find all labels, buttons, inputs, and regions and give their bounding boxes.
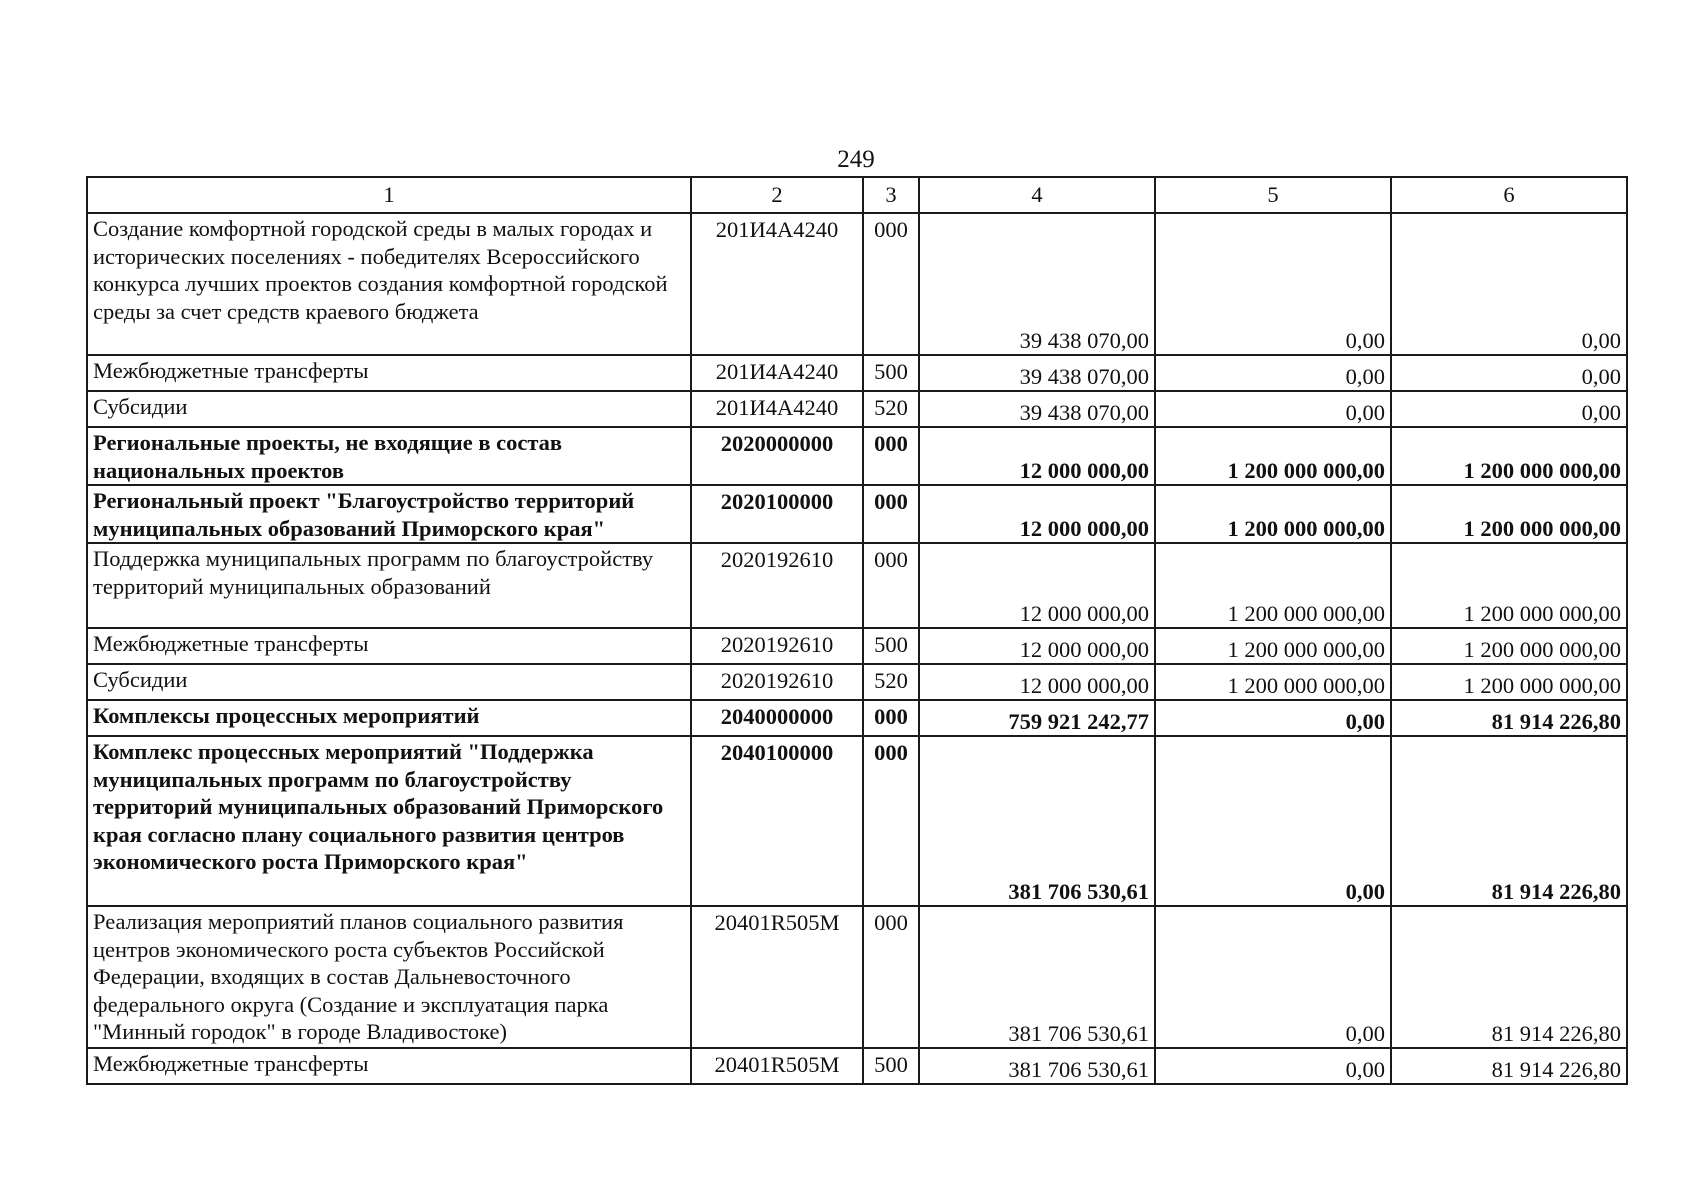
column-header-5: 5 bbox=[1155, 177, 1391, 213]
row-type-cell: 000 bbox=[863, 427, 919, 485]
row-type-cell: 000 bbox=[863, 485, 919, 543]
row-code-cell: 2020100000 bbox=[691, 485, 863, 543]
table-header-row bbox=[87, 177, 1627, 213]
row-value-col4-cell: 381 706 530,61 bbox=[919, 906, 1155, 1048]
row-type-cell: 520 bbox=[863, 391, 919, 427]
row-type-cell: 500 bbox=[863, 1048, 919, 1084]
table-row bbox=[87, 628, 1627, 664]
table-row bbox=[87, 213, 1627, 355]
row-name-cell: Региональные проекты, не входящие в состав национальных проектов bbox=[87, 427, 691, 485]
row-name-cell: Поддержка муниципальных программ по благоустройству территорий муниципальных образований bbox=[87, 543, 691, 628]
row-value-col5-cell: 0,00 bbox=[1155, 906, 1391, 1048]
row-value-col5-cell: 0,00 bbox=[1155, 736, 1391, 906]
row-name-cell: Комплекс процессных мероприятий "Поддержка муниципальных программ по благоустройству территорий муниципальных образований Приморского края согласно плану социального развития центров экономического роста Приморского края" bbox=[87, 736, 691, 906]
row-name-cell: Реализация мероприятий планов социального развития центров экономического роста субъектов Российской Федерации, входящих в состав Дальневосточного федерального округа (Создание и эксплуатация парка "Минный городок" в городе Владивостоке) bbox=[87, 906, 691, 1048]
row-value-col6-cell: 81 914 226,80 bbox=[1391, 1048, 1627, 1084]
row-code-cell: 201И4А4240 bbox=[691, 355, 863, 391]
table-row bbox=[87, 543, 1627, 628]
budget-table bbox=[86, 176, 1628, 1085]
row-value-col4-cell: 381 706 530,61 bbox=[919, 736, 1155, 906]
row-value-col5-cell: 0,00 bbox=[1155, 700, 1391, 736]
table-row bbox=[87, 906, 1627, 1048]
table-row bbox=[87, 355, 1627, 391]
row-code-cell: 20401R505M bbox=[691, 906, 863, 1048]
table-row bbox=[87, 1048, 1627, 1084]
column-header-6: 6 bbox=[1391, 177, 1627, 213]
row-value-col4-cell: 39 438 070,00 bbox=[919, 391, 1155, 427]
row-type-cell: 000 bbox=[863, 736, 919, 906]
row-code-cell: 2020192610 bbox=[691, 664, 863, 700]
row-value-col6-cell: 1 200 000 000,00 bbox=[1391, 628, 1627, 664]
column-header-3: 3 bbox=[863, 177, 919, 213]
row-value-col6-cell: 81 914 226,80 bbox=[1391, 736, 1627, 906]
row-value-col5-cell: 1 200 000 000,00 bbox=[1155, 485, 1391, 543]
row-value-col4-cell: 759 921 242,77 bbox=[919, 700, 1155, 736]
row-type-cell: 000 bbox=[863, 543, 919, 628]
row-name-cell: Создание комфортной городской среды в малых городах и исторических поселениях - победителях Всероссийского конкурса лучших проектов создания комфортной городской среды за счет средств краевого бюджета bbox=[87, 213, 691, 355]
row-value-col5-cell: 1 200 000 000,00 bbox=[1155, 664, 1391, 700]
row-name-cell: Межбюджетные трансферты bbox=[87, 628, 691, 664]
row-code-cell: 2040000000 bbox=[691, 700, 863, 736]
row-value-col5-cell: 1 200 000 000,00 bbox=[1155, 543, 1391, 628]
row-type-cell: 520 bbox=[863, 664, 919, 700]
row-value-col4-cell: 12 000 000,00 bbox=[919, 427, 1155, 485]
row-value-col6-cell: 0,00 bbox=[1391, 391, 1627, 427]
row-code-cell: 2020192610 bbox=[691, 628, 863, 664]
row-name-cell: Региональный проект "Благоустройство территорий муниципальных образований Приморского края" bbox=[87, 485, 691, 543]
row-name-cell: Субсидии bbox=[87, 391, 691, 427]
column-header-4: 4 bbox=[919, 177, 1155, 213]
row-value-col4-cell: 12 000 000,00 bbox=[919, 485, 1155, 543]
row-code-cell: 201И4А4240 bbox=[691, 213, 863, 355]
row-value-col6-cell: 0,00 bbox=[1391, 213, 1627, 355]
row-value-col6-cell: 81 914 226,80 bbox=[1391, 700, 1627, 736]
row-value-col4-cell: 381 706 530,61 bbox=[919, 1048, 1155, 1084]
row-name-cell: Межбюджетные трансферты bbox=[87, 1048, 691, 1084]
row-value-col6-cell: 1 200 000 000,00 bbox=[1391, 427, 1627, 485]
row-code-cell: 2040100000 bbox=[691, 736, 863, 906]
row-value-col5-cell: 0,00 bbox=[1155, 355, 1391, 391]
row-value-col5-cell: 1 200 000 000,00 bbox=[1155, 628, 1391, 664]
table-row bbox=[87, 700, 1627, 736]
row-type-cell: 000 bbox=[863, 213, 919, 355]
row-code-cell: 201И4А4240 bbox=[691, 391, 863, 427]
row-value-col4-cell: 39 438 070,00 bbox=[919, 213, 1155, 355]
row-value-col4-cell: 12 000 000,00 bbox=[919, 543, 1155, 628]
page-number: 249 bbox=[837, 146, 875, 173]
row-value-col5-cell: 1 200 000 000,00 bbox=[1155, 427, 1391, 485]
row-code-cell: 2020000000 bbox=[691, 427, 863, 485]
row-name-cell: Субсидии bbox=[87, 664, 691, 700]
row-value-col4-cell: 12 000 000,00 bbox=[919, 628, 1155, 664]
table-row bbox=[87, 736, 1627, 906]
column-header-1: 1 bbox=[87, 177, 691, 213]
row-type-cell: 000 bbox=[863, 906, 919, 1048]
table-row bbox=[87, 427, 1627, 485]
row-value-col6-cell: 1 200 000 000,00 bbox=[1391, 664, 1627, 700]
row-value-col6-cell: 81 914 226,80 bbox=[1391, 906, 1627, 1048]
row-code-cell: 20401R505M bbox=[691, 1048, 863, 1084]
table-row bbox=[87, 391, 1627, 427]
row-value-col5-cell: 0,00 bbox=[1155, 1048, 1391, 1084]
row-value-col6-cell: 1 200 000 000,00 bbox=[1391, 485, 1627, 543]
row-value-col6-cell: 1 200 000 000,00 bbox=[1391, 543, 1627, 628]
row-value-col5-cell: 0,00 bbox=[1155, 391, 1391, 427]
row-code-cell: 2020192610 bbox=[691, 543, 863, 628]
row-type-cell: 500 bbox=[863, 628, 919, 664]
row-value-col6-cell: 0,00 bbox=[1391, 355, 1627, 391]
column-header-2: 2 bbox=[691, 177, 863, 213]
row-type-cell: 000 bbox=[863, 700, 919, 736]
table-row bbox=[87, 485, 1627, 543]
row-type-cell: 500 bbox=[863, 355, 919, 391]
row-value-col5-cell: 0,00 bbox=[1155, 213, 1391, 355]
row-name-cell: Межбюджетные трансферты bbox=[87, 355, 691, 391]
row-name-cell: Комплексы процессных мероприятий bbox=[87, 700, 691, 736]
row-value-col4-cell: 39 438 070,00 bbox=[919, 355, 1155, 391]
table-row bbox=[87, 664, 1627, 700]
row-value-col4-cell: 12 000 000,00 bbox=[919, 664, 1155, 700]
